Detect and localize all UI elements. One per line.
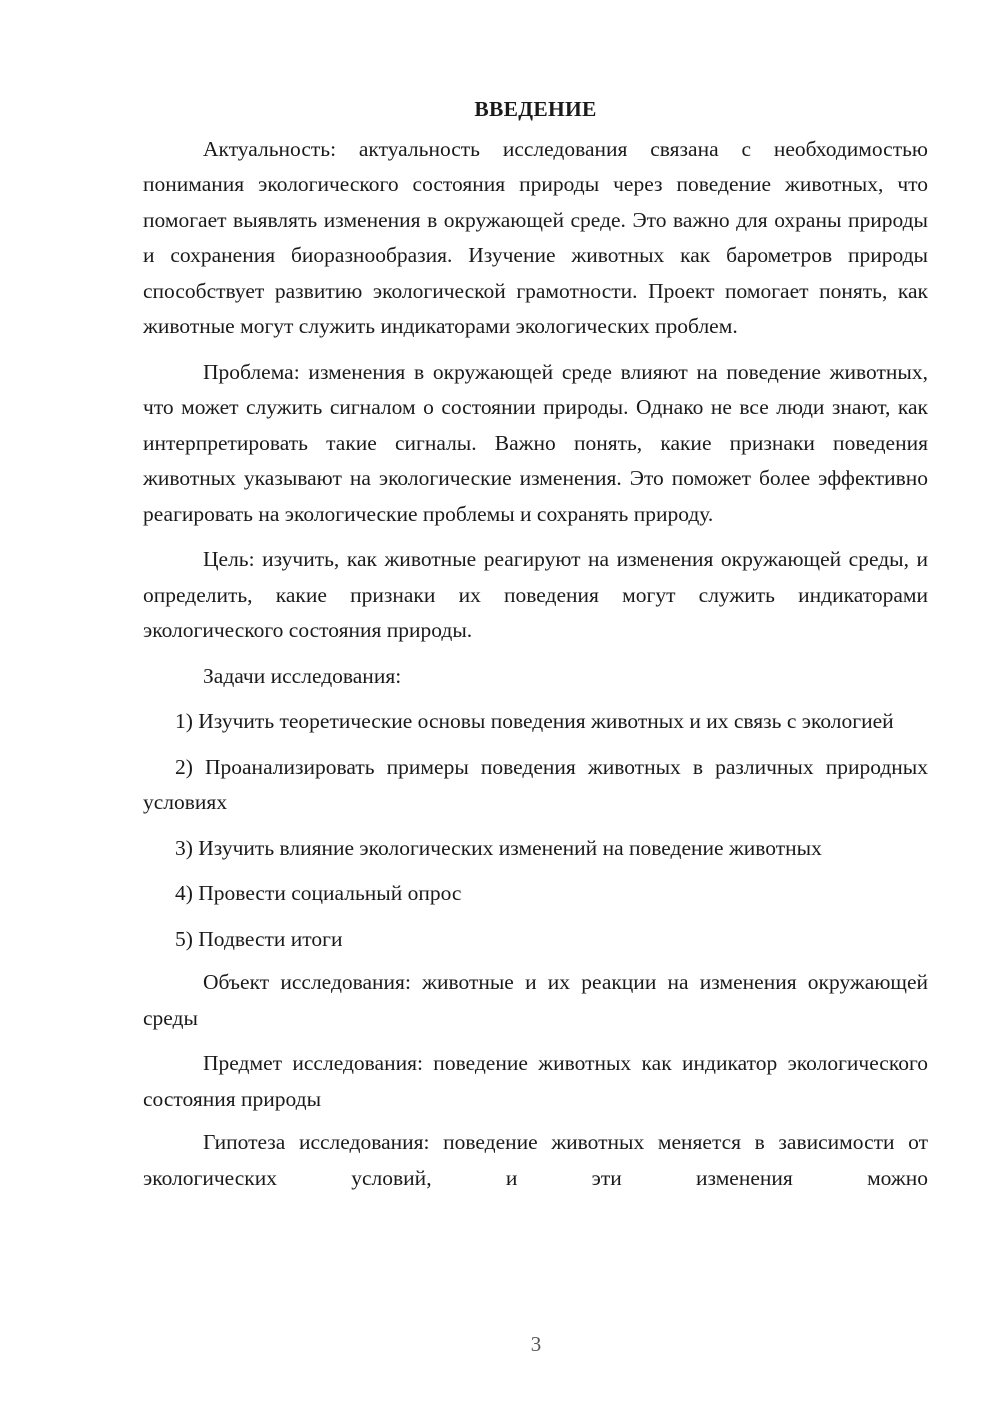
problem-paragraph: Проблема: изменения в окружающей среде влияют на поведение животных, что может служить сигналом о состоянии природы. Однако не все люди знают, как интерпретировать такие сигналы. Важно понять, какие признаки поведения животных указывают на экологические изменения. Это поможет более эффективно реагировать на экологические проблемы и сохранять природу. <box>143 359 928 526</box>
section-title: ВВЕДЕНИЕ <box>474 97 597 121</box>
task-item-4: 4) Провести социальный опрос <box>175 881 462 905</box>
task-item-2: 2) Проанализировать примеры поведения животных в различных природных условиях <box>143 754 928 814</box>
document-page <box>143 92 928 1196</box>
task-item-3: 3) Изучить влияние экологических изменений на поведение животных <box>175 835 822 860</box>
tasks-heading: Задачи исследования: <box>203 663 402 688</box>
page-number: 3 <box>530 1332 542 1356</box>
object-paragraph: Объект исследования: животные и их реакции на изменения окружающей среды <box>143 970 928 1030</box>
hypothesis-paragraph: Гипотеза исследования: поведение животных меняется в зависимости от экологических условий, и эти изменения можно <box>143 1130 928 1190</box>
task-item-1: 1) Изучить теоретические основы поведения животных и их связь с экологией <box>175 709 894 733</box>
subject-paragraph: Предмет исследования: поведение животных как индикатор экологического состояния природы <box>143 1051 928 1111</box>
relevance-paragraph: Актуальность: актуальность исследования связана с необходимостью понимания экологического состояния природы через поведение животных, что помогает выявлять изменения в окружающей среде. Это важно для охраны природы и сохранения биоразнообразия. Изучение животных как барометров природы способствует развитию экологической грамотности. Проект помогает понять, как животные могут служить индикаторами экологических проблем. <box>143 136 928 338</box>
goal-paragraph: Цель: изучить, как животные реагируют на изменения окружающей среды, и определить, какие признаки их поведения могут служить индикаторами экологического состояния природы. <box>143 547 928 642</box>
task-item-5: 5) Подвести итоги <box>175 926 343 951</box>
